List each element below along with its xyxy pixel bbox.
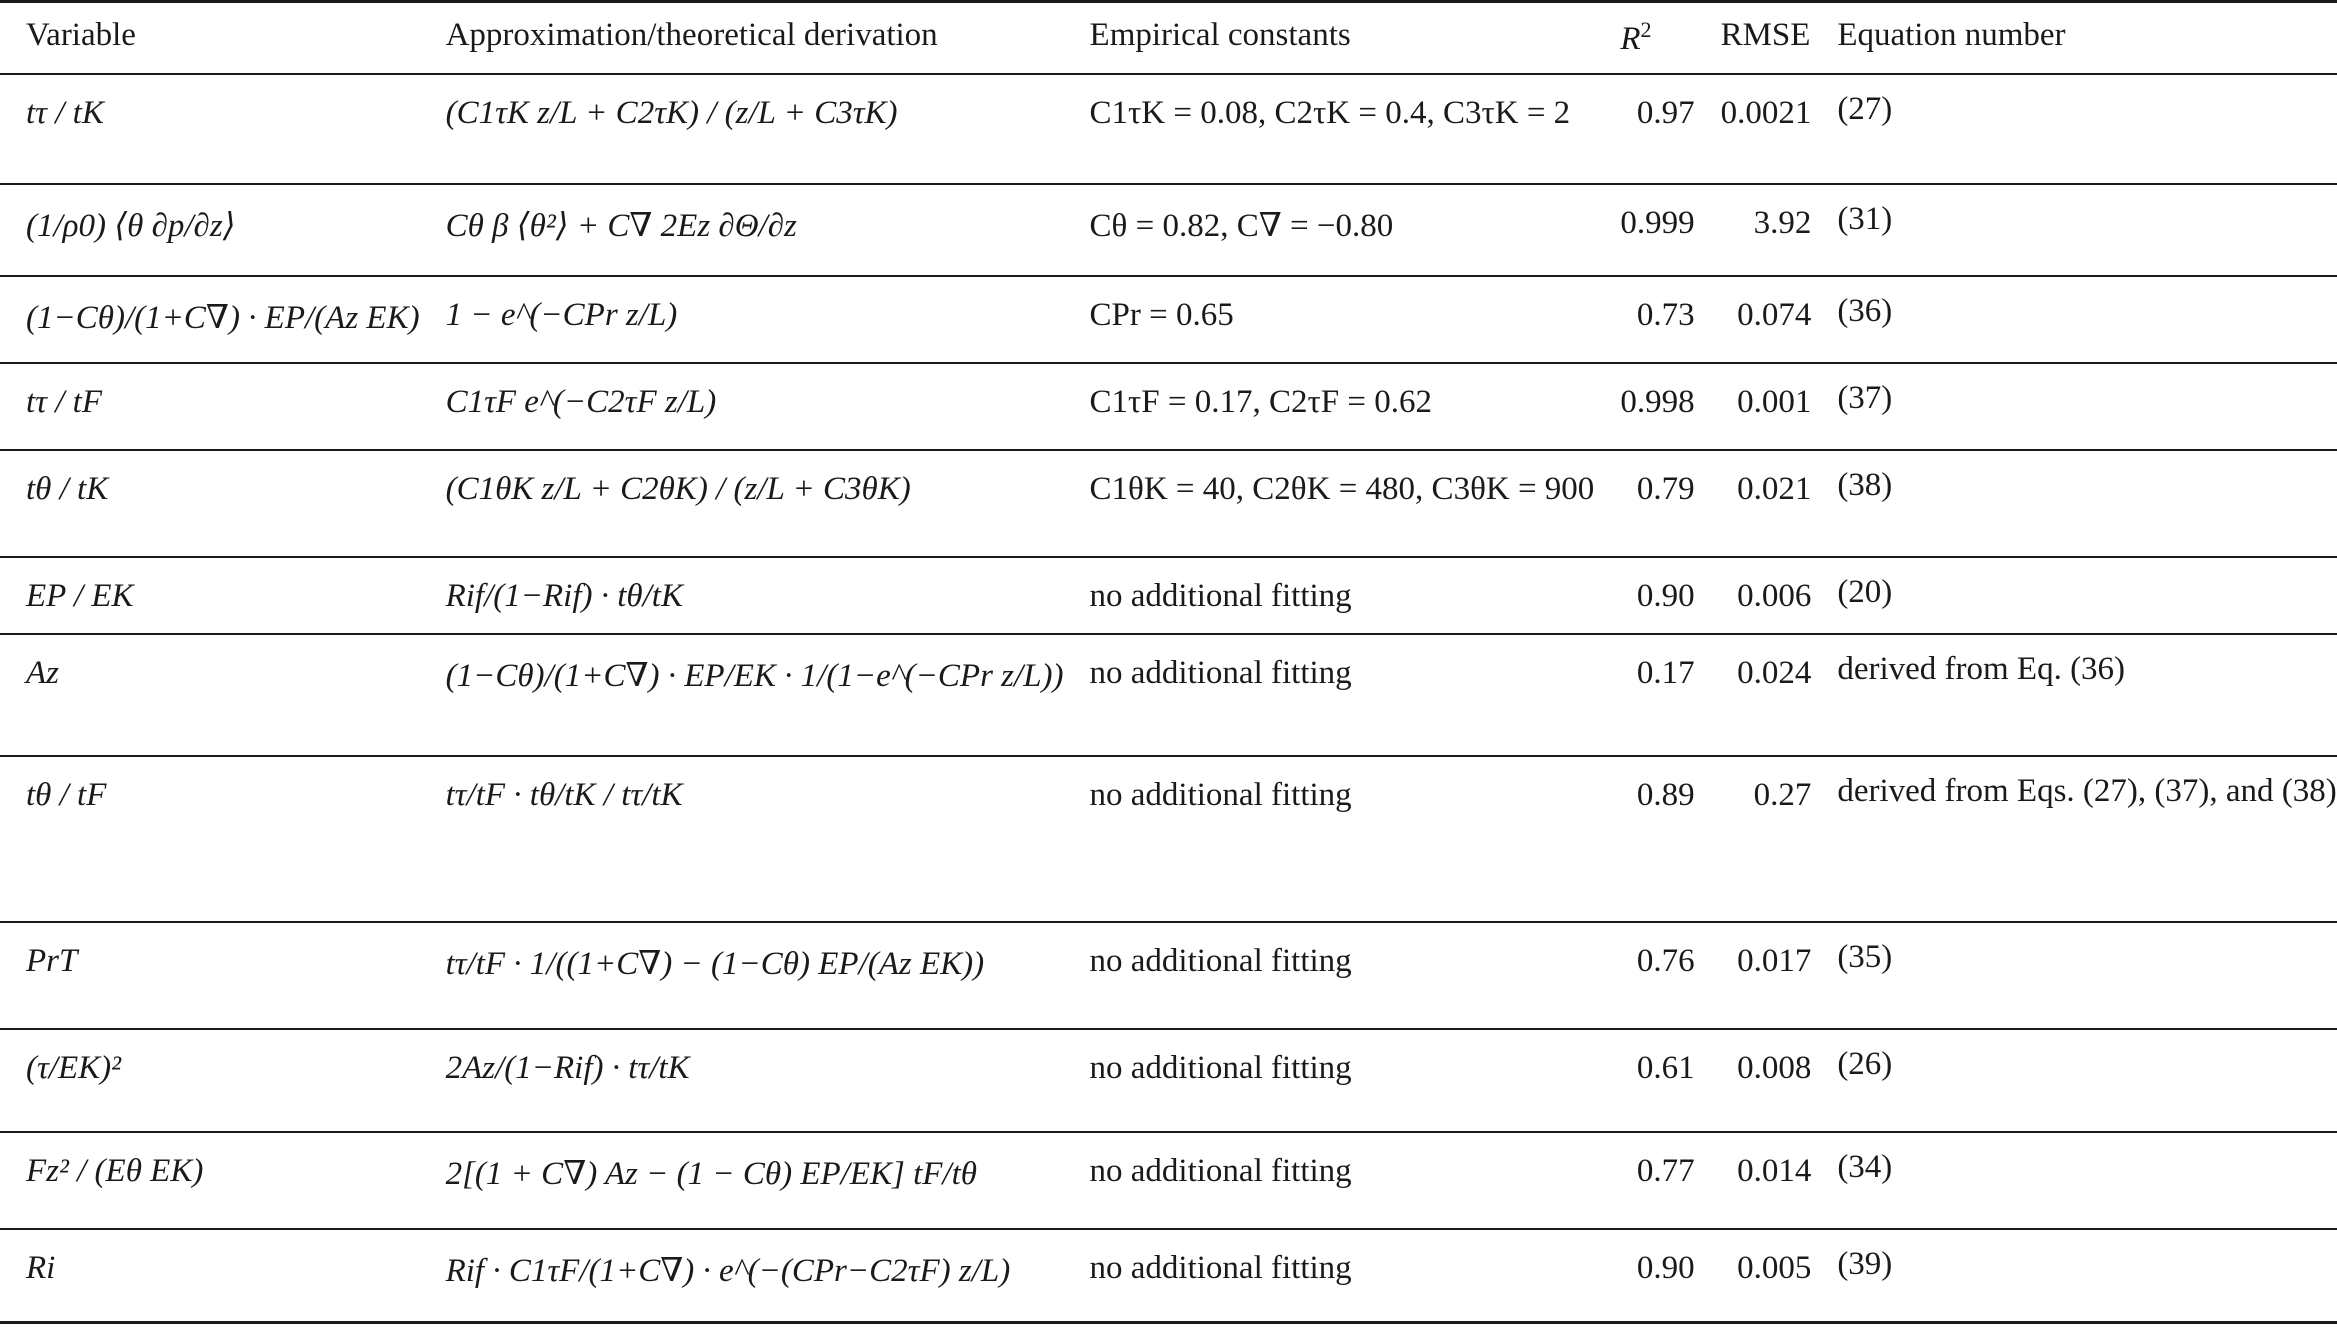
- table-row: [0, 184, 2337, 276]
- cell-rmse: [1695, 1029, 1812, 1132]
- cell-rmse: [1695, 363, 1812, 450]
- cell-variable-text: tτ / tK: [26, 94, 104, 131]
- cell-approximation-text: (C1τK z/L + C2τK) / (z/L + C3τK): [445, 94, 898, 131]
- cell-r2-text: 0.17: [1636, 654, 1695, 691]
- cell-variable-text: PrT: [26, 942, 78, 979]
- cell-r2: [1594, 276, 1694, 363]
- cell-equation: [1811, 450, 2336, 557]
- table-body: [0, 74, 2337, 1323]
- table-row: [0, 1029, 2337, 1132]
- cell-rmse-text: 0.001: [1737, 383, 1812, 420]
- cell-equation-text: (38): [1837, 466, 1893, 503]
- header-r2-symbol: R: [1620, 21, 1641, 57]
- cell-approximation: [420, 756, 1064, 922]
- cell-equation-text: (36): [1837, 292, 1893, 329]
- cell-equation: [1811, 557, 2336, 634]
- cell-variable-text: tθ / tK: [26, 470, 109, 507]
- cell-r2-text: 0.90: [1636, 1249, 1695, 1286]
- cell-equation-text: (39): [1837, 1245, 1893, 1282]
- cell-r2-text: 0.73: [1636, 296, 1695, 333]
- cell-variable: [0, 184, 420, 276]
- cell-approximation-text: C1τF e^(−C2τF z/L): [445, 383, 717, 420]
- cell-equation-text: (34): [1837, 1148, 1893, 1185]
- header-r2: [1594, 2, 1694, 74]
- cell-rmse-text: 0.021: [1737, 470, 1812, 507]
- cell-constants-text: C1θK = 40, C2θK = 480, C3θK = 900: [1089, 470, 1595, 507]
- cell-rmse: [1695, 634, 1812, 756]
- cell-constants: [1064, 74, 1595, 184]
- cell-approximation: [420, 634, 1064, 756]
- header-r2-exponent: 2: [1640, 17, 1652, 42]
- cell-variable: [0, 1132, 420, 1229]
- cell-r2: [1594, 756, 1694, 922]
- cell-equation: [1811, 1132, 2336, 1229]
- table-row: [0, 1132, 2337, 1229]
- cell-approximation-text: tτ/tF · tθ/tK / tτ/tK: [445, 776, 683, 813]
- table-row: [0, 450, 2337, 557]
- cell-approximation: [420, 363, 1064, 450]
- cell-approximation-text: 1 − e^(−CPr z/L): [445, 296, 678, 333]
- cell-rmse-text: 0.006: [1737, 577, 1812, 614]
- cell-equation: [1811, 363, 2336, 450]
- cell-equation-text: (26): [1837, 1045, 1893, 1082]
- table-row: [0, 363, 2337, 450]
- table-header-row: [0, 2, 2337, 74]
- cell-equation: [1811, 1229, 2336, 1323]
- cell-variable: [0, 634, 420, 756]
- cell-rmse: [1695, 74, 1812, 184]
- table-row: [0, 557, 2337, 634]
- cell-constants: [1064, 450, 1595, 557]
- cell-rmse: [1695, 450, 1812, 557]
- table-row: [0, 756, 2337, 922]
- cell-rmse-text: 0.014: [1737, 1152, 1812, 1189]
- cell-constants-text: C1τF = 0.17, C2τF = 0.62: [1089, 383, 1433, 420]
- cell-equation-text: (35): [1837, 938, 1893, 975]
- cell-variable-text: (1/ρ0) ⟨θ ∂p/∂z⟩: [26, 207, 236, 244]
- cell-equation: [1811, 276, 2336, 363]
- cell-rmse-text: 0.074: [1737, 296, 1812, 333]
- table-row: [0, 276, 2337, 363]
- header-rmse: RMSE: [1720, 17, 1811, 53]
- cell-approximation: [420, 74, 1064, 184]
- cell-constants-text: Cθ = 0.82, C∇ = −0.80: [1089, 207, 1394, 244]
- cell-rmse-text: 3.92: [1753, 204, 1812, 241]
- cell-r2-text: 0.999: [1620, 204, 1695, 241]
- cell-rmse: [1695, 557, 1812, 634]
- cell-rmse-text: 0.024: [1737, 654, 1812, 691]
- cell-constants: [1064, 634, 1595, 756]
- cell-equation-text: (37): [1837, 379, 1893, 416]
- cell-constants: [1064, 1132, 1595, 1229]
- cell-constants: [1064, 922, 1595, 1029]
- cell-variable: [0, 1029, 420, 1132]
- cell-variable: [0, 450, 420, 557]
- cell-approximation: [420, 450, 1064, 557]
- cell-constants-text: no additional fitting: [1089, 942, 1352, 979]
- cell-approximation-text: Rif · C1τF/(1+C∇) · e^(−(CPr−C2τF) z/L): [445, 1252, 1011, 1289]
- table-row: [0, 634, 2337, 756]
- cell-approximation: [420, 922, 1064, 1029]
- cell-rmse: [1695, 756, 1812, 922]
- cell-r2: [1594, 74, 1694, 184]
- cell-variable-text: Ri: [26, 1249, 56, 1286]
- cell-constants: [1064, 1029, 1595, 1132]
- cell-constants-text: CPr = 0.65: [1089, 296, 1234, 333]
- cell-equation-text: (20): [1837, 573, 1893, 610]
- cell-equation-text: derived from Eq. (36): [1837, 650, 2126, 687]
- cell-variable: [0, 1229, 420, 1323]
- cell-approximation-text: tτ/tF · 1/((1+C∇) − (1−Cθ) EP/(Az EK)): [445, 945, 985, 982]
- cell-approximation-text: 2Az/(1−Rif) · tτ/tK: [445, 1049, 690, 1086]
- cell-constants-text: C1τK = 0.08, C2τK = 0.4, C3τK = 2: [1089, 94, 1571, 131]
- cell-constants: [1064, 1229, 1595, 1323]
- table-row: [0, 74, 2337, 184]
- cell-rmse: [1695, 922, 1812, 1029]
- cell-r2-text: 0.89: [1636, 776, 1695, 813]
- cell-approximation: [420, 557, 1064, 634]
- cell-constants: [1064, 184, 1595, 276]
- cell-r2: [1594, 184, 1694, 276]
- cell-equation: [1811, 922, 2336, 1029]
- cell-variable-text: tθ / tF: [26, 776, 107, 813]
- cell-variable: [0, 922, 420, 1029]
- cell-r2: [1594, 363, 1694, 450]
- cell-variable-text: Az: [26, 654, 59, 691]
- cell-approximation-text: Cθ β ⟨θ²⟩ + C∇ 2Ez ∂Θ/∂z: [445, 207, 797, 244]
- cell-r2: [1594, 450, 1694, 557]
- cell-equation: [1811, 634, 2336, 756]
- cell-rmse: [1695, 276, 1812, 363]
- cell-r2: [1594, 922, 1694, 1029]
- header-approximation: Approximation/theoretical derivation: [445, 17, 938, 53]
- cell-constants-text: no additional fitting: [1089, 577, 1352, 614]
- cell-variable-text: (τ/EK)²: [26, 1049, 122, 1086]
- cell-rmse-text: 0.005: [1737, 1249, 1812, 1286]
- cell-constants-text: no additional fitting: [1089, 654, 1352, 691]
- cell-rmse-text: 0.017: [1737, 942, 1812, 979]
- cell-r2-text: 0.77: [1636, 1152, 1695, 1189]
- cell-approximation-text: Rif/(1−Rif) · tθ/tK: [445, 577, 683, 614]
- cell-r2: [1594, 634, 1694, 756]
- cell-equation-text: (27): [1837, 90, 1893, 127]
- cell-constants: [1064, 276, 1595, 363]
- cell-variable: [0, 557, 420, 634]
- cell-r2-text: 0.97: [1636, 94, 1695, 131]
- cell-rmse-text: 0.0021: [1720, 94, 1812, 131]
- cell-approximation-text: (C1θK z/L + C2θK) / (z/L + C3θK): [445, 470, 911, 507]
- header-constants: Empirical constants: [1089, 17, 1351, 53]
- table-row: [0, 922, 2337, 1029]
- cell-variable-text: EP / EK: [26, 577, 134, 614]
- cell-r2: [1594, 557, 1694, 634]
- cell-variable: [0, 756, 420, 922]
- cell-equation: [1811, 184, 2336, 276]
- cell-r2-text: 0.76: [1636, 942, 1695, 979]
- cell-r2: [1594, 1132, 1694, 1229]
- cell-equation-text: (31): [1837, 200, 1893, 237]
- cell-constants: [1064, 363, 1595, 450]
- cell-approximation: [420, 1229, 1064, 1323]
- cell-constants: [1064, 557, 1595, 634]
- cell-rmse-text: 0.008: [1737, 1049, 1812, 1086]
- cell-constants-text: no additional fitting: [1089, 1049, 1352, 1086]
- cell-variable: [0, 363, 420, 450]
- cell-r2-text: 0.79: [1636, 470, 1695, 507]
- cell-constants: [1064, 756, 1595, 922]
- cell-approximation-text: (1−Cθ)/(1+C∇) · EP/EK · 1/(1−e^(−CPr z/L)): [445, 657, 1064, 694]
- cell-rmse-text: 0.27: [1753, 776, 1812, 813]
- cell-approximation: [420, 276, 1064, 363]
- cell-rmse: [1695, 1132, 1812, 1229]
- cell-equation: [1811, 756, 2336, 922]
- cell-rmse: [1695, 1229, 1812, 1323]
- cell-r2: [1594, 1029, 1694, 1132]
- cell-approximation: [420, 184, 1064, 276]
- cell-r2-text: 0.90: [1636, 577, 1695, 614]
- header-equation: Equation number: [1837, 17, 2066, 53]
- cell-equation: [1811, 74, 2336, 184]
- cell-variable-text: (1−Cθ)/(1+C∇) · EP/(Az EK): [26, 299, 420, 336]
- cell-rmse: [1695, 184, 1812, 276]
- cell-variable-text: Fz² / (Eθ EK): [26, 1152, 204, 1189]
- cell-variable-text: tτ / tF: [26, 383, 102, 420]
- cell-approximation: [420, 1132, 1064, 1229]
- cell-equation-text: derived from Eqs. (27), (37), and (38): [1837, 772, 2337, 809]
- header-variable: Variable: [26, 17, 136, 53]
- cell-approximation-text: 2[(1 + C∇) Az − (1 − Cθ) EP/EK] tF/tθ: [445, 1155, 977, 1192]
- cell-equation: [1811, 1029, 2336, 1132]
- cell-r2-text: 0.998: [1620, 383, 1695, 420]
- table-row: [0, 1229, 2337, 1323]
- cell-constants-text: no additional fitting: [1089, 776, 1352, 813]
- cell-variable: [0, 74, 420, 184]
- cell-constants-text: no additional fitting: [1089, 1249, 1352, 1286]
- cell-r2-text: 0.61: [1636, 1049, 1695, 1086]
- cell-approximation: [420, 1029, 1064, 1132]
- cell-variable: [0, 276, 420, 363]
- cell-r2: [1594, 1229, 1694, 1323]
- cell-constants-text: no additional fitting: [1089, 1152, 1352, 1189]
